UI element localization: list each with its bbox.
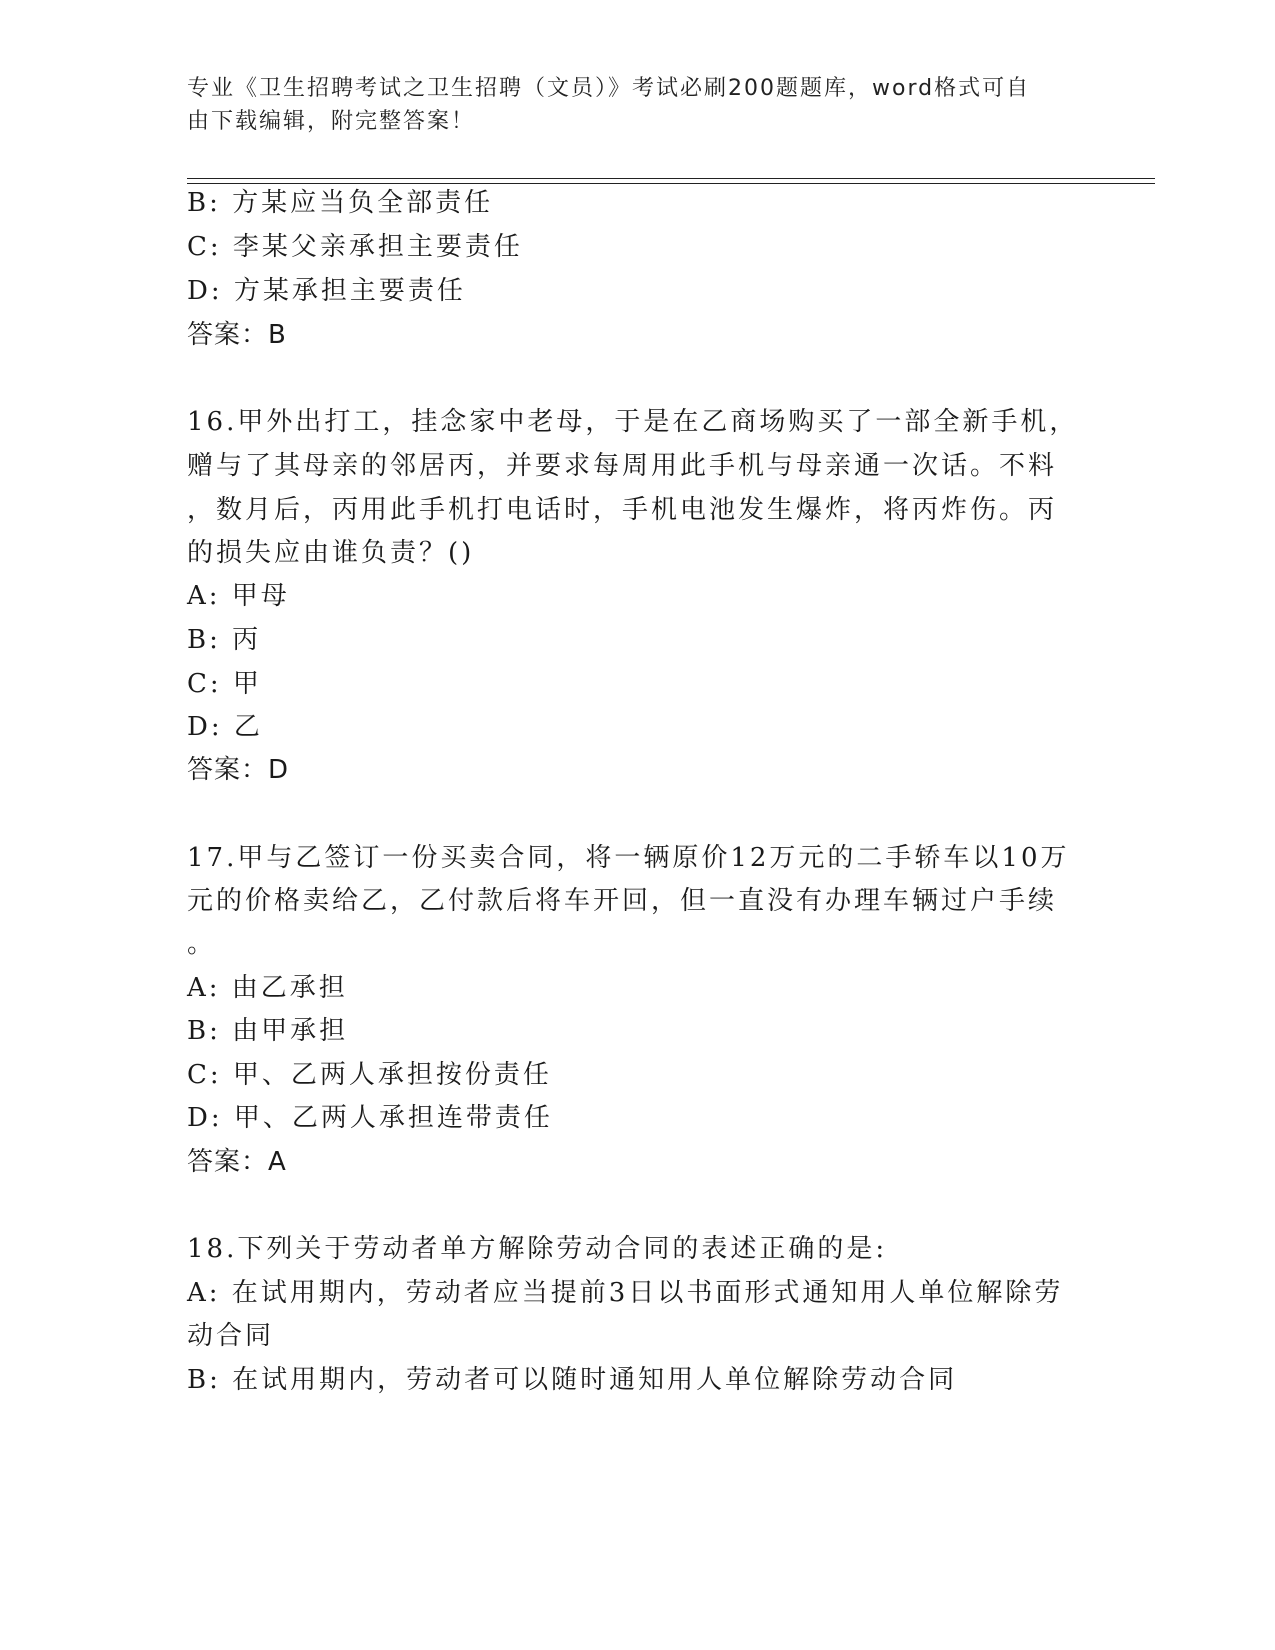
q16-option-a: A: 甲母 <box>187 581 290 611</box>
header-divider-top <box>187 178 1155 179</box>
q17-option-c: C: 甲、乙两人承担按份责任 <box>187 1060 552 1090</box>
document-header <box>187 72 1067 138</box>
q15-option-b: B: 方某应当负全部责任 <box>187 188 494 218</box>
q17-option-a: A: 由乙承担 <box>187 973 348 1003</box>
q17-stem-line-2: 元的价格卖给乙，乙付款后将车开回，但一直没有办理车辆过户手续 <box>187 886 1058 916</box>
q15-option-d: D: 方某承担主要责任 <box>187 276 466 306</box>
q15-answer: 答案：B <box>187 320 287 350</box>
q17-stem-line-3: 。 <box>187 929 217 959</box>
q16-stem-line-4: 的损失应由谁负责？() <box>187 538 475 568</box>
header-divider-bottom <box>187 183 1155 184</box>
q18-stem: 18.下列关于劳动者单方解除劳动合同的表述正确的是: <box>187 1234 888 1264</box>
q17-option-d: D: 甲、乙两人承担连带责任 <box>187 1103 553 1133</box>
q17-stem-line-1: 17.甲与乙签订一份买卖合同，将一辆原价12万元的二手轿车以10万 <box>187 843 1070 873</box>
q16-answer: 答案：D <box>187 755 290 785</box>
q16-stem-line-3: ，数月后，丙用此手机打电话时，手机电池发生爆炸，将丙炸伤。丙 <box>187 495 1058 525</box>
q18-option-a-line-2: 动合同 <box>187 1321 275 1351</box>
q16-stem-line-2: 赠与了其母亲的邻居丙，并要求每周用此手机与母亲通一次话。不料 <box>187 451 1058 481</box>
q16-option-d: D: 乙 <box>187 712 263 742</box>
q17-answer: 答案：A <box>187 1147 287 1177</box>
q16-option-b: B: 丙 <box>187 625 262 655</box>
q17-option-b: B: 由甲承担 <box>187 1016 349 1046</box>
header-line-1: 专业《卫生招聘考试之卫生招聘（文员）》考试必刷200题题库，word格式可自 <box>187 76 1031 101</box>
q16-stem-line-1: 16.甲外出打工，挂念家中老母，于是在乙商场购买了一部全新手机， <box>187 407 1079 437</box>
q18-option-b: B: 在试用期内，劳动者可以随时通知用人单位解除劳动合同 <box>187 1365 958 1395</box>
q15-option-c: C: 李某父亲承担主要责任 <box>187 232 523 262</box>
q18-option-a-line-1: A: 在试用期内，劳动者应当提前3日以书面形式通知用人单位解除劳 <box>187 1278 1064 1308</box>
header-line-2: 由下载编辑，附完整答案！ <box>187 109 476 134</box>
q16-option-c: C: 甲 <box>187 669 262 699</box>
